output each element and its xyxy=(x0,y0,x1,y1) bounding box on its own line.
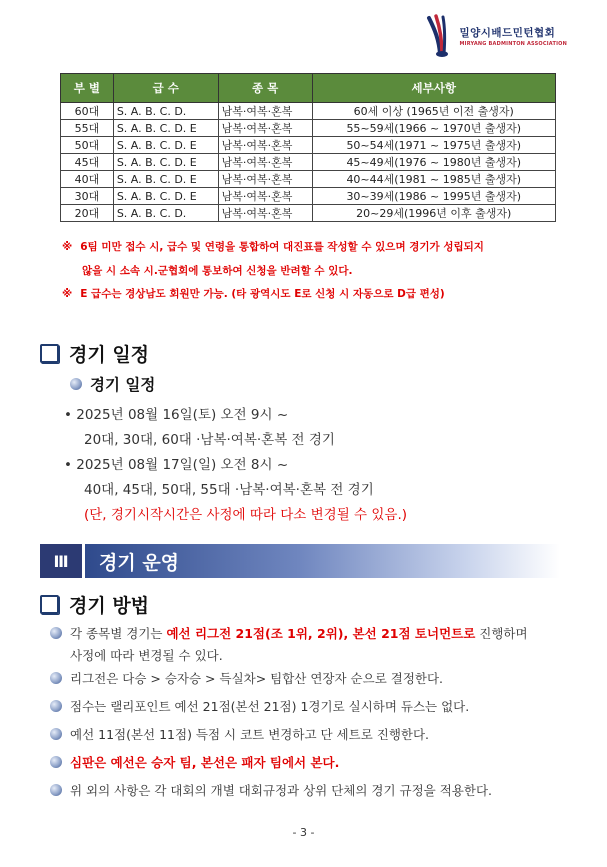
page-number: - 3 - xyxy=(292,826,315,839)
table-row xyxy=(61,120,556,137)
cell-details: 60세 이상 (1965년 이전 출생자) xyxy=(312,103,555,120)
cell-division: 45대 xyxy=(61,154,114,171)
table-row xyxy=(61,171,556,188)
cell-event: 남복·여복·혼복 xyxy=(218,188,312,205)
bullet-circle-icon xyxy=(50,784,62,796)
method-item-1: 각 종목별 경기는 예선 리그전 21점(조 1위, 2위), 본선 21점 토너먼트로 진행하며 xyxy=(50,624,528,642)
cell-event: 남복·여복·혼복 xyxy=(218,103,312,120)
schedule-note: (단, 경기시작시간은 사정에 따라 다소 변경될 수 있음.) xyxy=(84,507,408,523)
cell-division: 60대 xyxy=(61,103,114,120)
cell-grade: S. A. B. C. D. E xyxy=(113,120,218,137)
bullet-circle-icon xyxy=(50,700,62,712)
association-logo xyxy=(425,14,567,58)
cell-grade: S. A. B. C. D. xyxy=(113,205,218,222)
cell-details: 30~39세(1986 ~ 1995년 출생자) xyxy=(312,188,555,205)
cell-division: 30대 xyxy=(61,188,114,205)
schedule-heading: 경기 일정 xyxy=(40,340,149,367)
cell-division: 40대 xyxy=(61,171,114,188)
method-heading: 경기 방법 xyxy=(40,591,149,618)
table-row xyxy=(61,188,556,205)
bullet-circle-icon xyxy=(50,756,62,768)
cell-grade: S. A. B. C. D. E xyxy=(113,154,218,171)
method-item-6: 위 외의 사항은 각 대회의 개별 대회규정과 상위 단체의 경기 규정을 적용한다. xyxy=(50,781,492,799)
method-item-2: 리그전은 다승 > 승자승 > 득실차> 팀합산 연장자 순으로 결정한다. xyxy=(50,669,443,687)
cell-event: 남복·여복·혼복 xyxy=(218,171,312,188)
cell-division: 55대 xyxy=(61,120,114,137)
cell-division: 20대 xyxy=(61,205,114,222)
schedule-sub-heading: 경기 일정 xyxy=(70,373,155,395)
section-number: Ⅲ xyxy=(40,544,82,578)
bullet-circle-icon xyxy=(50,672,62,684)
col-header-event: 종 목 xyxy=(218,74,312,103)
cell-details: 40~44세(1981 ~ 1985년 출생자) xyxy=(312,171,555,188)
col-header-details: 세부사항 xyxy=(312,74,555,103)
note-e-grade: ※ E 급수는 경상남도 회원만 가능. (타 광역시도 E로 신청 시 자동으로 D급 편성) xyxy=(62,288,445,300)
cell-event: 남복·여복·혼복 xyxy=(218,137,312,154)
category-table xyxy=(60,73,556,222)
schedule-day1: • 2025년 08월 16일(토) 오전 9시 ~ xyxy=(64,407,289,423)
checkbox-square-icon xyxy=(40,344,59,363)
method-item-3: 점수는 랠리포인트 예선 21점(본선 21점) 1경기로 실시하며 듀스는 없다. xyxy=(50,697,469,715)
bullet-circle-icon xyxy=(50,627,62,639)
org-name-english: MIRYANG BADMINTON ASSOCIATION xyxy=(459,41,567,47)
table-row xyxy=(61,137,556,154)
cell-grade: S. A. B. C. D. E xyxy=(113,171,218,188)
col-header-division: 부 별 xyxy=(61,74,114,103)
cell-details: 20~29세(1996년 이후 출생자) xyxy=(312,205,555,222)
col-header-grade: 급 수 xyxy=(113,74,218,103)
bullet-circle-icon xyxy=(50,728,62,740)
cell-grade: S. A. B. C. D. E xyxy=(113,188,218,205)
schedule-day2: • 2025년 08월 17일(일) 오전 8시 ~ xyxy=(64,457,289,473)
cell-details: 45~49세(1976 ~ 1980년 출생자) xyxy=(312,154,555,171)
table-header-row xyxy=(61,74,556,103)
cell-event: 남복·여복·혼복 xyxy=(218,120,312,137)
org-name-korean: 밀양시배드민턴협회 xyxy=(459,27,556,39)
cell-division: 50대 xyxy=(61,137,114,154)
cell-details: 50~54세(1971 ~ 1975년 출생자) xyxy=(312,137,555,154)
cell-grade: S. A. B. C. D. xyxy=(113,103,218,120)
cell-details: 55~59세(1966 ~ 1970년 출생자) xyxy=(312,120,555,137)
method-item-4: 예선 11점(본선 11점) 득점 시 코트 변경하고 단 세트로 진행한다. xyxy=(50,725,429,743)
cell-event: 남복·여복·혼복 xyxy=(218,154,312,171)
section-banner xyxy=(40,544,560,578)
bullet-circle-icon xyxy=(70,378,82,390)
cell-grade: S. A. B. C. D. E xyxy=(113,137,218,154)
table-row xyxy=(61,103,556,120)
schedule-day2-detail: 40대, 45대, 50대, 55대 ·남복·여복·혼복 전 경기 xyxy=(84,482,374,498)
cell-event: 남복·여복·혼복 xyxy=(218,205,312,222)
shuttlecock-icon xyxy=(425,14,455,58)
table-row xyxy=(61,205,556,222)
section-title: 경기 운영 xyxy=(85,544,560,578)
note-merge: ※ 6팀 미만 접수 시, 급수 및 연령을 통합하여 대진표를 작성할 수 있으며 경기가 성립되지 xyxy=(62,241,484,253)
schedule-day1-detail: 20대, 30대, 60대 ·남복·여복·혼복 전 경기 xyxy=(84,432,335,448)
method-item-1-cont: 사정에 따라 변경될 수 있다. xyxy=(70,648,223,663)
table-row xyxy=(61,154,556,171)
checkbox-square-icon xyxy=(40,595,59,614)
note-merge-cont: 않을 시 소속 시.군협회에 통보하여 신청을 반려할 수 있다. xyxy=(82,265,353,277)
method-item-5: 심판은 예선은 승자 팀, 본선은 패자 팀에서 본다. xyxy=(50,753,339,771)
